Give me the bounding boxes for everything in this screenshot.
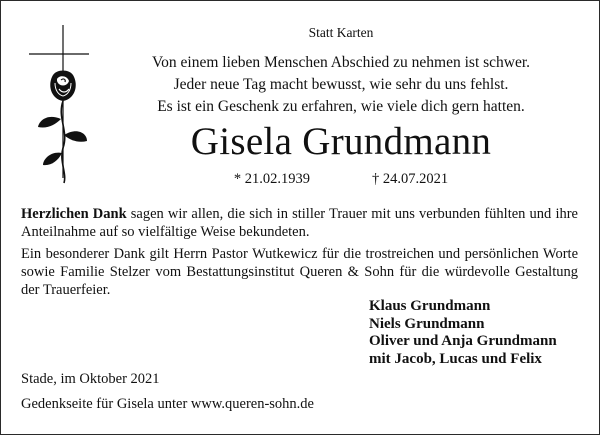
family-member: Oliver und Anja Grundmann xyxy=(369,333,557,349)
memorial-verse xyxy=(1,52,600,118)
thanks-text: sagen wir allen, die sich in stiller Trauer mit uns verbunden fühlten und ihre Anteilnahme auf so vielfältige Weise bekundeten. xyxy=(21,206,578,240)
deceased-name: Gisela Grundmann xyxy=(190,120,492,163)
death-date: † 24.07.2021 xyxy=(372,171,449,187)
special-thanks-paragraph: Ein besonderer Dank gilt Herrn Pastor Wutkewicz für die trostreichen und persönlichen Worte sowie Familie Stelzer vom Bestattungsinstitut Queren & Sohn für die würdevolle Gestaltung der Trauerfeier. xyxy=(21,246,578,298)
thanks-lead: Herzlichen Dank xyxy=(21,206,127,222)
family-member: Klaus Grundmann xyxy=(369,298,491,314)
family-signature xyxy=(369,298,557,368)
verse-line: Von einem lieben Menschen Abschied zu nehmen ist schwer. xyxy=(151,54,531,71)
verse-line: Es ist ein Geschenk zu erfahren, wie viele dich gern hatten. xyxy=(157,98,525,115)
place-date: Stade, im Oktober 2021 xyxy=(21,371,160,387)
family-member: Niels Grundmann xyxy=(369,315,485,332)
memorial-page-note: Gedenkseite für Gisela unter www.queren-sohn.de xyxy=(21,396,314,412)
birth-date: * 21.02.1939 xyxy=(233,171,310,187)
life-dates xyxy=(1,171,600,188)
family-member: mit Jacob, Lucas und Felix xyxy=(369,350,542,367)
verse-line: Jeder neue Tag macht bewusst, wie sehr du uns fehlst. xyxy=(173,76,509,93)
thanks-paragraph xyxy=(21,205,578,241)
statt-karten-header: Statt Karten xyxy=(308,25,374,40)
